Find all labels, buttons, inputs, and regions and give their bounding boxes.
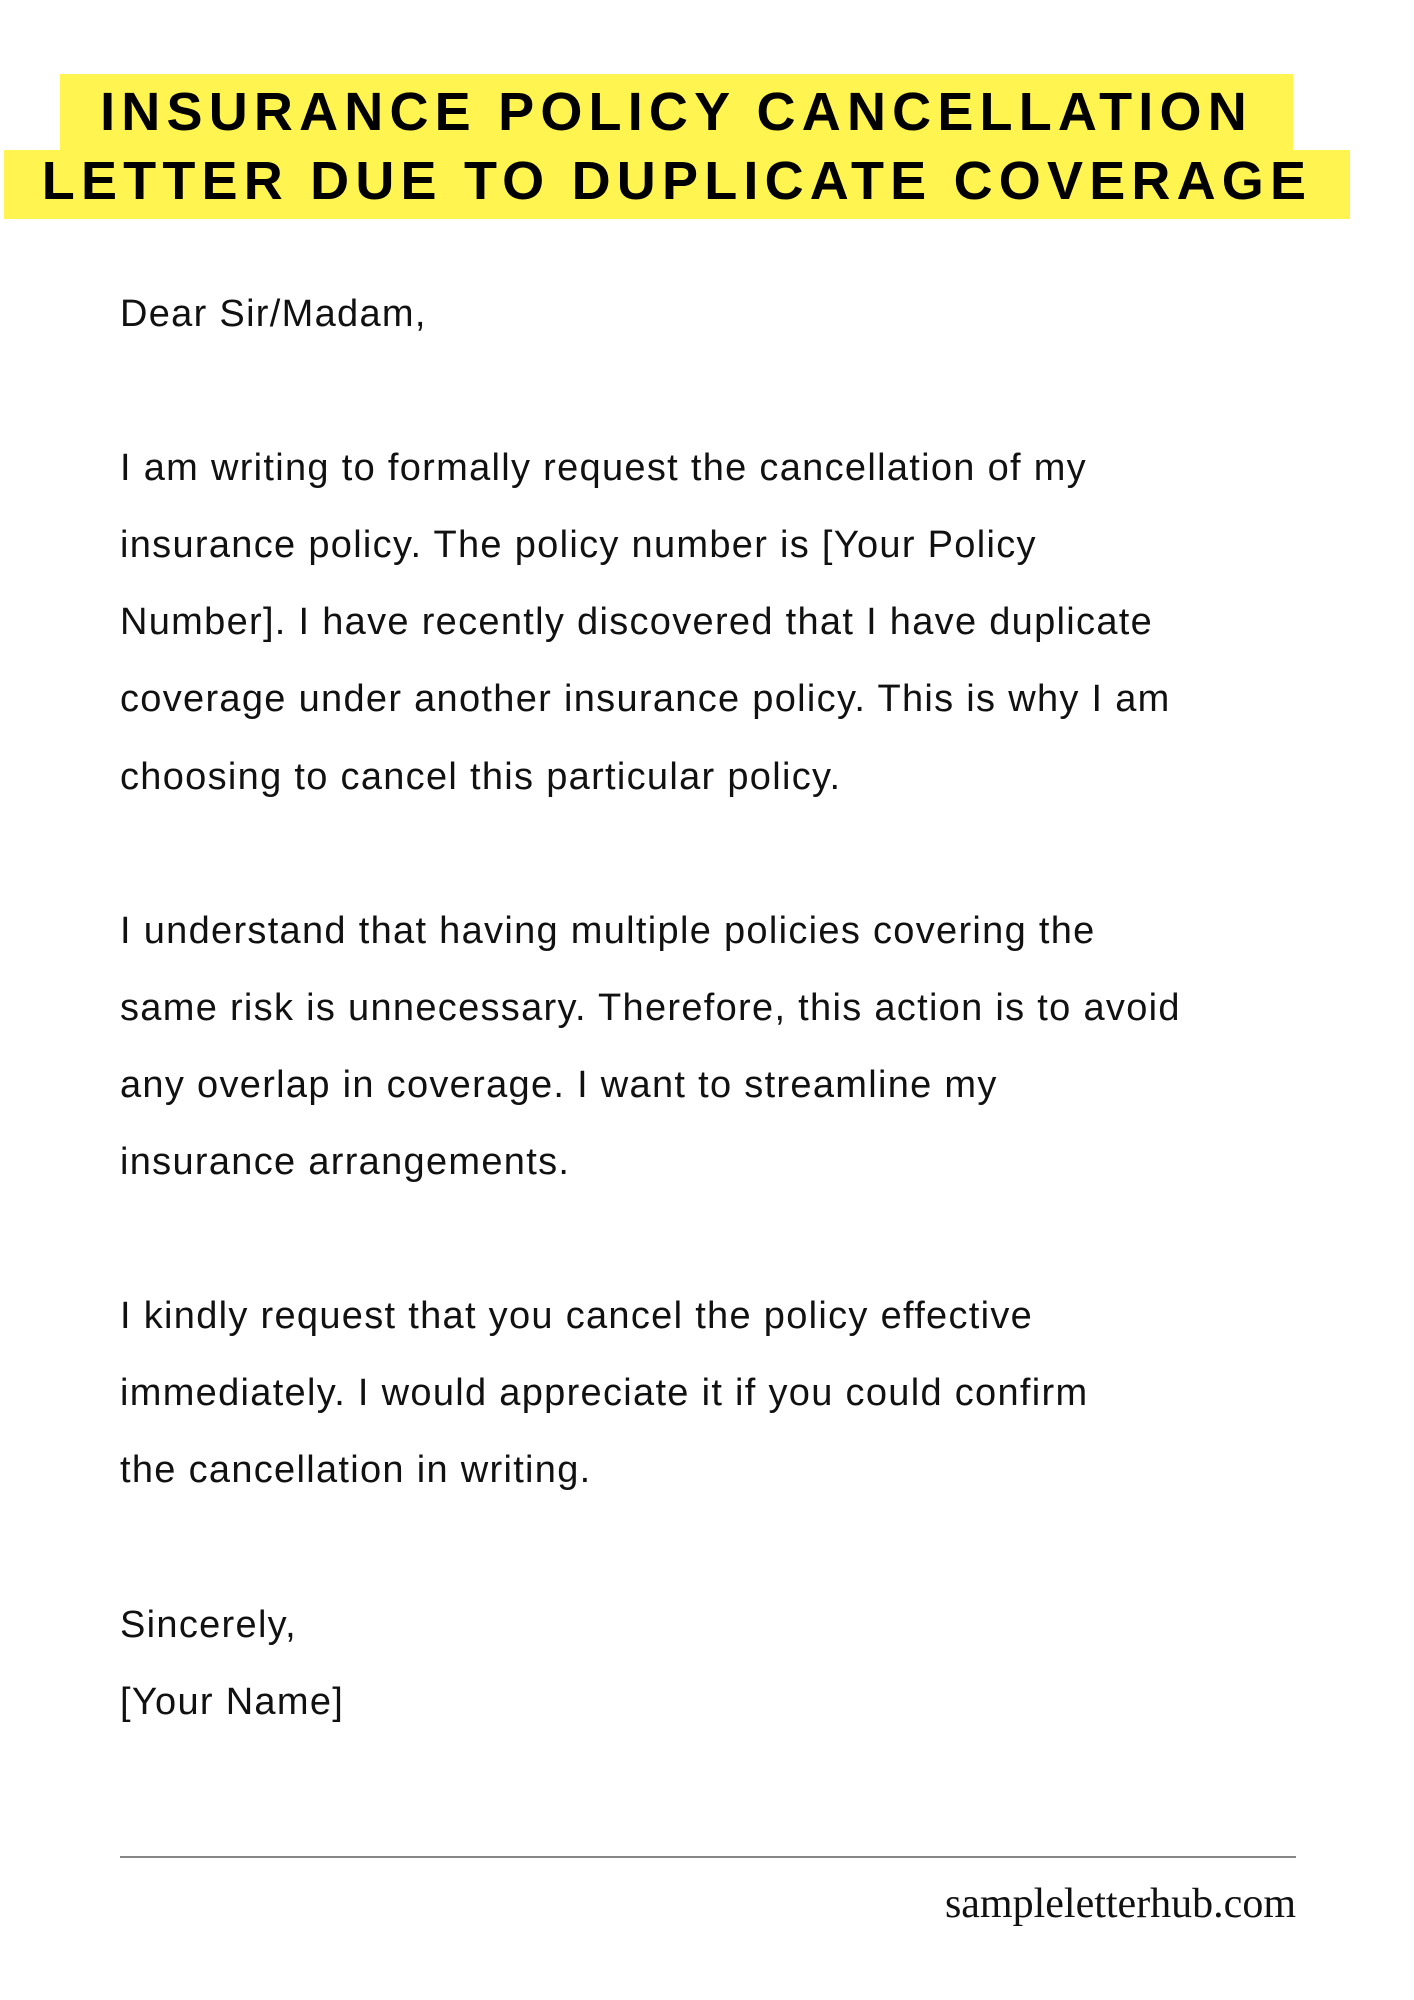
paragraph-2 <box>120 893 1380 1201</box>
title-line-1: INSURANCE POLICY CANCELLATION <box>60 74 1293 150</box>
paragraph-1 <box>120 430 1380 815</box>
paragraph-3 <box>120 1278 1380 1509</box>
closing: Sincerely, <box>120 1603 298 1646</box>
spacer <box>120 353 1380 430</box>
paragraph-line: immediately. I would appreciate it if you could confirm <box>120 1372 1089 1415</box>
paragraph-line: the cancellation in writing. <box>120 1449 592 1492</box>
title-line-2: LETTER DUE TO DUPLICATE COVERAGE <box>4 150 1350 219</box>
spacer <box>120 816 1380 893</box>
footer-divider <box>120 1856 1296 1858</box>
salutation: Dear Sir/Madam, <box>120 293 427 335</box>
footer-website: sampleletterhub.com <box>944 1881 1296 1927</box>
signature: [Your Name] <box>120 1680 345 1723</box>
paragraph-line: Number]. I have recently discovered that I have duplicate <box>120 601 1154 644</box>
paragraph-line: same risk is unnecessary. Therefore, this action is to avoid <box>120 986 1181 1029</box>
paragraph-line: insurance arrangements. <box>120 1141 571 1184</box>
paragraph-line: insurance policy. The policy number is [Your Policy <box>120 524 1037 567</box>
paragraph-line: coverage under another insurance policy. This is why I am <box>120 678 1171 721</box>
paragraph-line: I kindly request that you cancel the policy effective <box>120 1295 1034 1338</box>
spacer <box>120 1510 1380 1587</box>
paragraph-line: I am writing to formally request the cancellation of my <box>120 447 1087 490</box>
letter-body <box>120 276 1380 1741</box>
paragraph-line: I understand that having multiple policies covering the <box>120 909 1096 952</box>
paragraph-line: any overlap in coverage. I want to streamline my <box>120 1063 998 1106</box>
spacer <box>120 1201 1380 1278</box>
paragraph-line: choosing to cancel this particular policy. <box>120 755 842 798</box>
